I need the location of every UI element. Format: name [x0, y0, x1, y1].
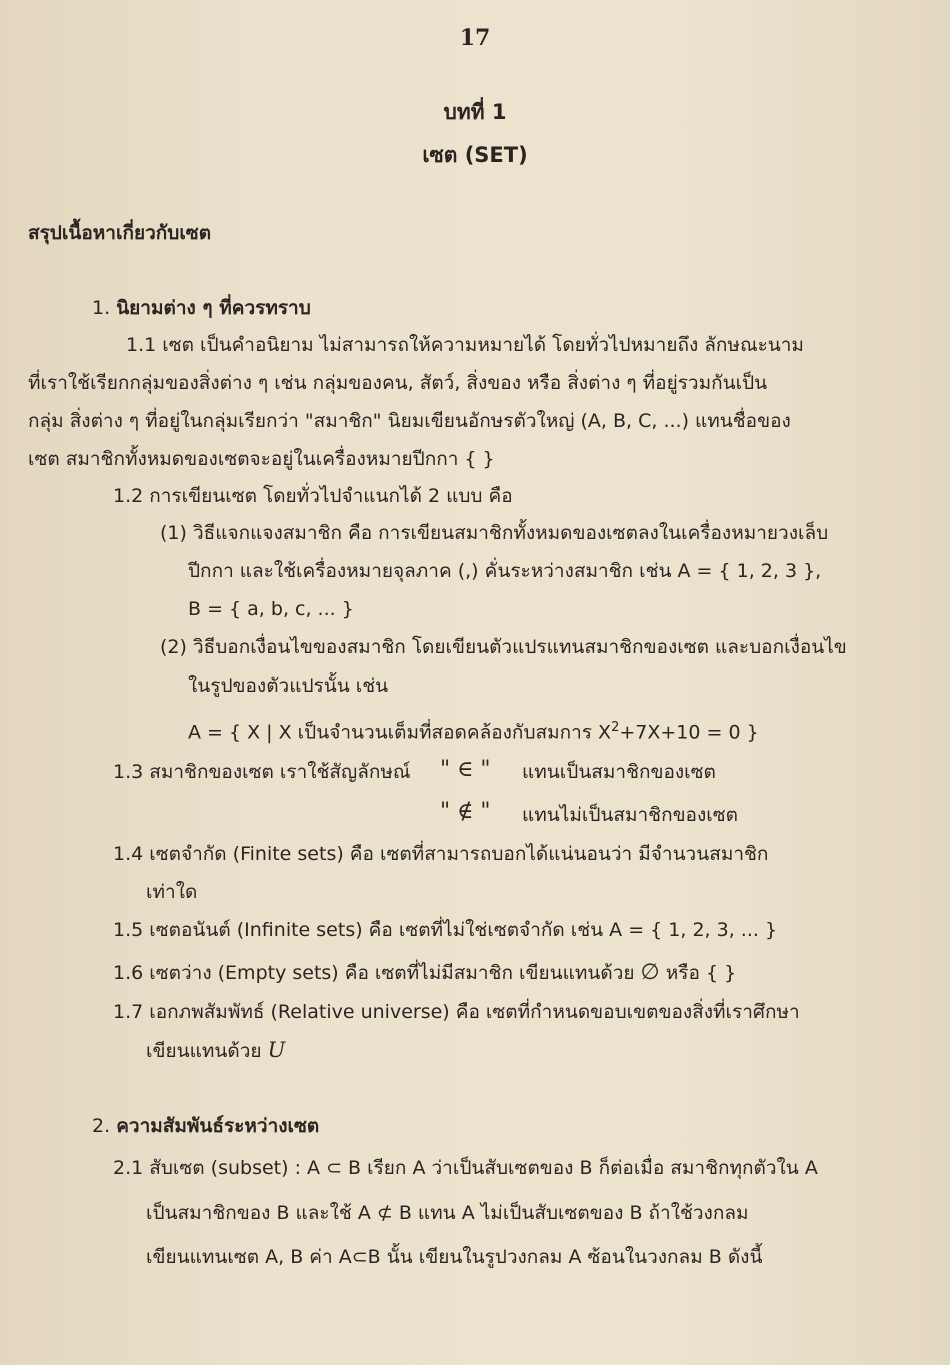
- p11-line-2: ที่เราใช้เรียกกลุ่มของสิ่งต่าง ๆ เช่น กลุ่มของคน, สัตว์, สิ่งของ หรือ สิ่งต่าง ๆ ที่อยู่รวมกันเป็น: [28, 372, 768, 394]
- not-element-of-desc: แทนไม่เป็นสมาชิกของเซต: [522, 804, 738, 826]
- p17-text: เขียนแทนด้วย: [146, 1040, 262, 1062]
- example-text: A = { X | X เป็นจำนวนเต็มที่สอดคล้องกับสมการ X: [188, 721, 612, 744]
- p17-line-2: [146, 1038, 285, 1063]
- section2-number: 2.: [92, 1115, 111, 1137]
- section2-title: ความสัมพันธ์ระหว่างเซต: [116, 1115, 320, 1137]
- section2-heading: [92, 1114, 319, 1138]
- p14-line-1: 1.4 เซตจำกัด (Finite sets) คือ เซตที่สามารถบอกได้แน่นอนว่า มีจำนวนสมาชิก: [113, 843, 769, 865]
- section1-title: นิยามต่าง ๆ ที่ควรทราบ: [116, 297, 311, 319]
- p16-tail: หรือ { }: [665, 962, 737, 984]
- p12-1-line-1: (1) วิธีแจกแจงสมาชิก คือ การเขียนสมาชิกทั้งหมดของเซตลงในเครื่องหมายวงเล็บ: [160, 522, 829, 544]
- p12-heading: 1.2 การเขียนเซต โดยทั่วไปจำแนกได้ 2 แบบ คือ: [113, 485, 513, 507]
- example-exponent: 2: [611, 720, 620, 735]
- example-tail: +7X+10 = 0 }: [619, 721, 759, 744]
- p12-2-line-2: ในรูปของตัวแปรนั้น เช่น: [188, 675, 389, 697]
- set-builder-example: [188, 716, 759, 744]
- chapter-title: บทที่ 1: [443, 100, 507, 124]
- section1-heading: [92, 296, 311, 320]
- p21-line-3: เขียนแทนเซต A, B ค่า A⊂B นั้น เขียนในรูปวงกลม A ซ้อนในวงกลม B ดังนี้: [146, 1246, 763, 1268]
- summary-heading: สรุปเนื้อหาเกี่ยวกับเซต: [28, 222, 212, 244]
- page-number: 17: [459, 25, 491, 51]
- p11-line-3: กลุ่ม สิ่งต่าง ๆ ที่อยู่ในกลุ่มเรียกว่า "สมาชิก" นิยมเขียนอักษรตัวใหญ่ (A, B, C, ...) แทนชื่อของ: [28, 410, 791, 432]
- p12-1-line-2: ปีกกา และใช้เครื่องหมายจุลภาค (,) คั่นระหว่างสมาชิก เช่น A = { 1, 2, 3 },: [188, 560, 822, 582]
- p15-line: 1.5 เซตอนันต์ (Infinite sets) คือ เซตที่ไม่ใช่เซตจำกัด เช่น A = { 1, 2, 3, ... }: [113, 919, 778, 941]
- p17-line-1: 1.7 เอกภพสัมพัทธ์ (Relative universe) คือ เซตที่กำหนดขอบเขตของสิ่งที่เราศึกษา: [113, 1001, 800, 1023]
- p12-2-line-1: (2) วิธีบอกเงื่อนไขของสมาชิก โดยเขียนตัวแปรแทนสมาชิกของเซต และบอกเงื่อนไข: [160, 636, 847, 658]
- universe-symbol: U: [267, 1038, 286, 1062]
- element-of-desc: แทนเป็นสมาชิกของเซต: [522, 761, 716, 783]
- empty-set-symbol: ∅: [640, 960, 660, 985]
- p16-text: 1.6 เซตว่าง (Empty sets) คือ เซตที่ไม่มีสมาชิก เขียนแทนด้วย: [113, 962, 635, 984]
- section1-number: 1.: [92, 297, 111, 319]
- p11-line-4: เซต สมาชิกทั้งหมดของเซตจะอยู่ในเครื่องหมายปีกกา { }: [28, 448, 495, 470]
- p21-line-2: เป็นสมาชิกของ B และใช้ A ⊄ B แทน A ไม่เป็นสับเซตของ B ถ้าใช้วงกลม: [146, 1202, 749, 1224]
- element-of-symbol: " ∈ ": [440, 757, 491, 782]
- p16-line: [113, 961, 736, 985]
- not-element-of-symbol: " ∉ ": [440, 799, 491, 824]
- chapter-subtitle: เซต (SET): [422, 143, 528, 167]
- p14-line-2: เท่าใด: [146, 881, 198, 903]
- p12-1-line-3: B = { a, b, c, ... }: [188, 598, 354, 620]
- p21-line-1: 2.1 สับเซต (subset) : A ⊂ B เรียก A ว่าเป็นสับเซตของ B ก็ต่อเมื่อ สมาชิกทุกตัวใน A: [113, 1157, 818, 1179]
- p13-label: 1.3 สมาชิกของเซต เราใช้สัญลักษณ์: [113, 761, 411, 783]
- p11-line-1: 1.1 เซต เป็นคำอนิยาม ไม่สามารถให้ความหมายได้ โดยทั่วไปหมายถึง ลักษณะนาม: [126, 334, 804, 356]
